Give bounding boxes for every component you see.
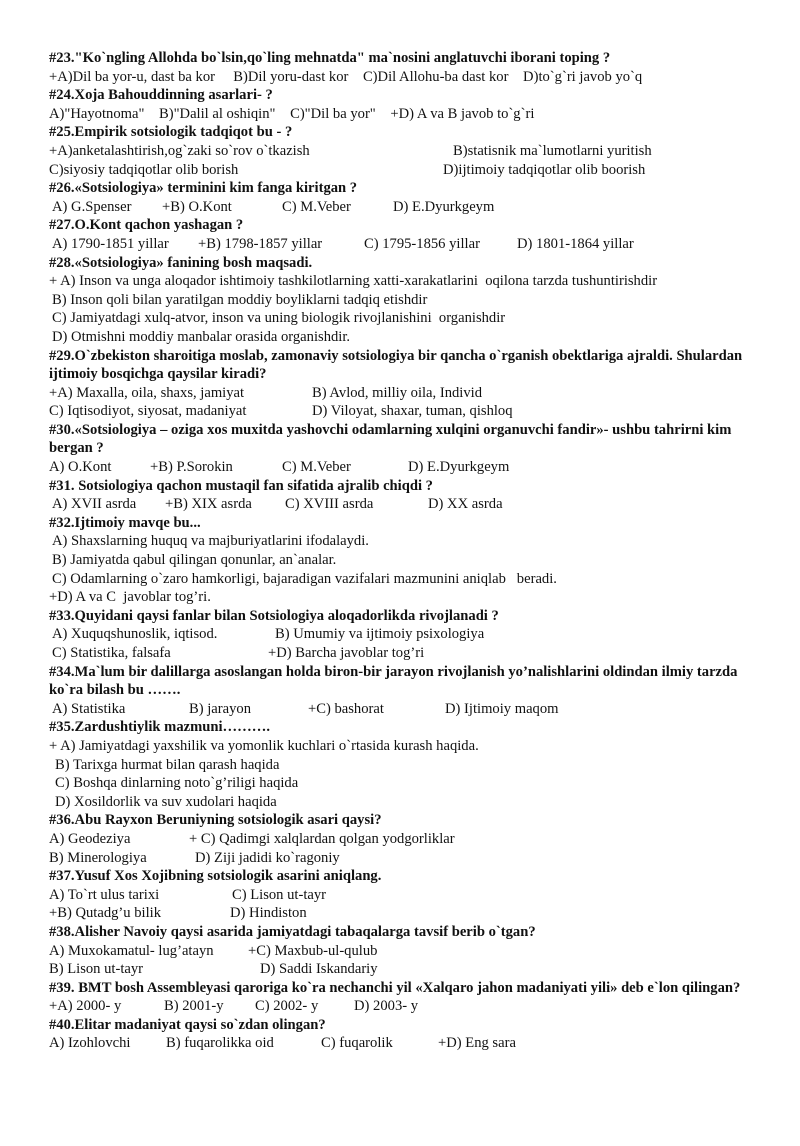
option-d: D) E.Dyurkgeym <box>393 198 495 215</box>
question-28-title: #28.«Sotsiologiya» fanining bosh maqsadi. <box>49 254 313 271</box>
question-36-row-1 <box>49 830 769 849</box>
question-31-options <box>49 495 769 514</box>
option-a: A) Izohlovchi <box>49 1035 131 1052</box>
option-d: D)ijtimoiy tadqiqotlar olib boorish <box>443 161 646 178</box>
option-b: B) Minerologiya <box>49 849 147 866</box>
option-b: +B) XIX asrda <box>165 496 252 513</box>
question-27-options <box>49 235 769 254</box>
option-c: C) Boshqa dinlarning noto`g’riligi haqida <box>55 775 299 792</box>
option-d: D) Viloyat, shaxar, tuman, qishloq <box>312 403 513 420</box>
question-25-title: #25.Empirik sotsiologik tadqiqot bu - ? <box>49 124 293 141</box>
question-36-title: #36.Abu Rayxon Beruniyning sotsiologik asari qaysi? <box>49 812 382 829</box>
question-36-row-2 <box>49 849 769 868</box>
option-b: +B) Qutadg’u bilik <box>49 905 161 922</box>
option-c: +C) Maxbub-ul-qulub <box>248 942 378 959</box>
option-c: C) 2002- y <box>255 998 319 1015</box>
option-d: D) XX asrda <box>428 496 503 513</box>
option-a: A) 1790-1851 yillar <box>52 235 169 252</box>
option-b: B) Lison ut-tayr <box>49 961 144 978</box>
option-a: A) Muxokamatul- lug’atayn <box>49 942 214 959</box>
question-23-options: +A)Dil ba yor-u, dast ba kor B)Dil yoru-dast kor C)Dil Allohu-ba dast kor D)to`g`ri javob yo`q <box>49 68 643 85</box>
question-37-row-2 <box>49 904 769 923</box>
option-a: + A) Jamiyatdagi yaxshilik va yomonlik kuchlari o`rtasida kurash haqida. <box>49 737 479 754</box>
question-35-title: #35.Zardushtiylik mazmuni………. <box>49 719 270 736</box>
option-b: +B) P.Sorokin <box>150 459 233 476</box>
option-c: C) Iqtisodiyot, siyosat, madaniyat <box>49 403 247 420</box>
option-b: B) fuqarolikka oid <box>166 1035 274 1052</box>
question-32-title: #32.Ijtimoiy mavqe bu... <box>49 514 201 531</box>
question-26-options <box>49 198 769 217</box>
option-b: B) Jamiyatda qabul qilingan qonunlar, an`analar. <box>52 552 337 569</box>
option-d: D) 2003- y <box>354 998 419 1015</box>
option-b: B) Tarixga hurmat bilan qarash haqida <box>55 756 280 773</box>
option-a: +A) 2000- y <box>49 998 122 1015</box>
option-b: B) Umumiy va ijtimoiy psixologiya <box>275 626 485 643</box>
question-26-title: #26.«Sotsiologiya» terminini kim fanga kiritgan ? <box>49 180 358 197</box>
option-c: C) fuqarolik <box>321 1035 393 1052</box>
question-40-options <box>49 1034 769 1053</box>
option-c: C) M.Veber <box>282 198 351 215</box>
option-a: A) Statistika <box>52 700 126 717</box>
question-34-options <box>49 700 769 719</box>
option-c: C) XVIII asrda <box>285 496 374 513</box>
option-a: A) G.Spenser <box>52 198 132 215</box>
question-33-title: #33.Quyidani qaysi fanlar bilan Sotsiologiya aloqadorlikda rivojlanadi ? <box>49 607 499 624</box>
option-d: D) Xosildorlik va suv xudolari haqida <box>55 793 277 810</box>
option-b: B) Inson qoli bilan yaratilgan moddiy boyliklarni tadqiq etishdir <box>52 291 428 308</box>
option-a: A) Shaxslarning huquq va majburiyatlarini ifodalaydi. <box>52 533 369 550</box>
question-33-row-2 <box>49 644 769 663</box>
option-d: +D) A va C javoblar tog’ri. <box>49 589 211 606</box>
option-a: A) XVII asrda <box>52 496 137 513</box>
option-c: C)siyosiy tadqiqotlar olib borish <box>49 161 239 178</box>
question-30-title: #30.«Sotsiologiya – oziga xos muxitda yashovchi odamlarning xulqini organuvchi fandir»- ushbu tahrirni kim bergan ? <box>49 421 732 457</box>
option-b: B) jarayon <box>189 700 252 717</box>
option-d: D) 1801-1864 yillar <box>517 235 634 252</box>
option-c: +C) bashorat <box>308 700 384 717</box>
question-39-options <box>49 997 769 1016</box>
question-34-title: #34.Ma`lum bir dalillarga asoslangan holda biron-bir jarayon rivojlanish yo’nalishlarini oldindan ilmiy tarzda ko`ra bilash bu ……. <box>49 663 738 699</box>
option-b: B)statisnik ma`lumotlarni yuritish <box>453 142 652 159</box>
question-29-row-2 <box>49 402 769 421</box>
option-a: +A)anketalashtirish,og`zaki so`rov o`tkazish <box>49 142 310 159</box>
option-d: +D) Eng sara <box>438 1035 516 1052</box>
question-39-title: #39. BMT bosh Assembleyasi qaroriga ko`ra nechanchi yil «Xalqaro jahon madaniyati yili» deb e`lon qilingan? <box>49 979 741 996</box>
option-a: A) To`rt ulus tarixi <box>49 886 160 903</box>
option-a: A) Geodeziya <box>49 830 131 847</box>
option-b: B) 2001-y <box>164 998 224 1015</box>
question-25-row-1 <box>49 142 769 161</box>
option-c: C) Odamlarning o`zaro hamkorligi, bajaradigan vazifalari mazmunini aniqlab beradi. <box>52 570 557 587</box>
option-a: A) O.Kont <box>49 459 112 476</box>
option-d: D) Otmishni moddiy manbalar orasida organishdir. <box>52 328 351 345</box>
question-23-title: #23."Ko`ngling Allohda bo`lsin,qo`ling mehnatda" ma`nosini anglatuvchi iborani toping ? <box>49 50 611 66</box>
option-d: D) Saddi Iskandariy <box>260 961 378 978</box>
option-d: D) Ijtimoiy maqom <box>445 700 559 717</box>
question-37-title: #37.Yusuf Xos Xojibning sotsiologik asarini aniqlang. <box>49 868 382 885</box>
option-d: D) Hindiston <box>230 905 307 922</box>
option-b: +B) 1798-1857 yillar <box>198 235 323 252</box>
option-a: +A) Maxalla, oila, shaxs, jamiyat <box>49 384 245 401</box>
question-40-title: #40.Elitar madaniyat qaysi so`zdan olingan? <box>49 1016 326 1033</box>
question-30-options <box>49 458 769 477</box>
option-b: B) Avlod, milliy oila, Individ <box>312 384 482 401</box>
option-d: D) E.Dyurkgeym <box>408 459 510 476</box>
option-c: C) 1795-1856 yillar <box>364 235 480 252</box>
question-38-row-1 <box>49 942 769 961</box>
question-29-title: #29.O`zbekiston sharoitiga moslab, zamonaviy sotsiologiya bir qancha o`rganish obektlariga ajraldi. Shulardan ijtimoiy bosqichga qaysilar kiradi? <box>49 347 743 383</box>
option-c: C) M.Veber <box>282 459 351 476</box>
question-38-title: #38.Alisher Navoiy qaysi asarida jamiyatdagi tabaqalarga tavsif berib o`tgan? <box>49 923 536 940</box>
option-d: +D) Barcha javoblar tog’ri <box>268 645 425 661</box>
question-27-title: #27.O.Kont qachon yashagan ? <box>49 217 244 234</box>
option-c: + C) Qadimgi xalqlardan qolgan yodgorliklar <box>189 830 455 847</box>
option-a: A) Xuquqshunoslik, iqtisod. <box>52 626 218 643</box>
option-c: C) Lison ut-tayr <box>232 886 327 903</box>
option-d: D) Ziji jadidi ko`ragoniy <box>195 849 340 866</box>
document-page <box>49 49 769 1053</box>
question-38-row-2 <box>49 960 769 979</box>
option-c: C) Statistika, falsafa <box>52 645 171 661</box>
question-33-row-1 <box>49 625 769 644</box>
option-c: C) Jamiyatdagi xulq-atvor, inson va uning biologik rivojlanishini organishdir <box>52 310 506 327</box>
option-a: + A) Inson va unga aloqador ishtimoiy tashkilotlarning xatti-xarakatlarini oqilona tarzda tushuntirishdir <box>49 273 658 290</box>
question-31-title: #31. Sotsiologiya qachon mustaqil fan sifatida ajralib chiqdi ? <box>49 477 433 494</box>
option-b: +B) O.Kont <box>162 198 232 215</box>
question-24-options: A)"Hayotnoma" B)"Dalil al oshiqin" C)"Dil ba yor" +D) A va B javob to`g`ri <box>49 105 535 122</box>
question-29-row-1 <box>49 384 769 403</box>
question-37-row-1 <box>49 886 769 905</box>
question-25-row-2 <box>49 161 769 180</box>
question-24-title: #24.Xoja Bahouddinning asarlari- ? <box>49 87 273 104</box>
